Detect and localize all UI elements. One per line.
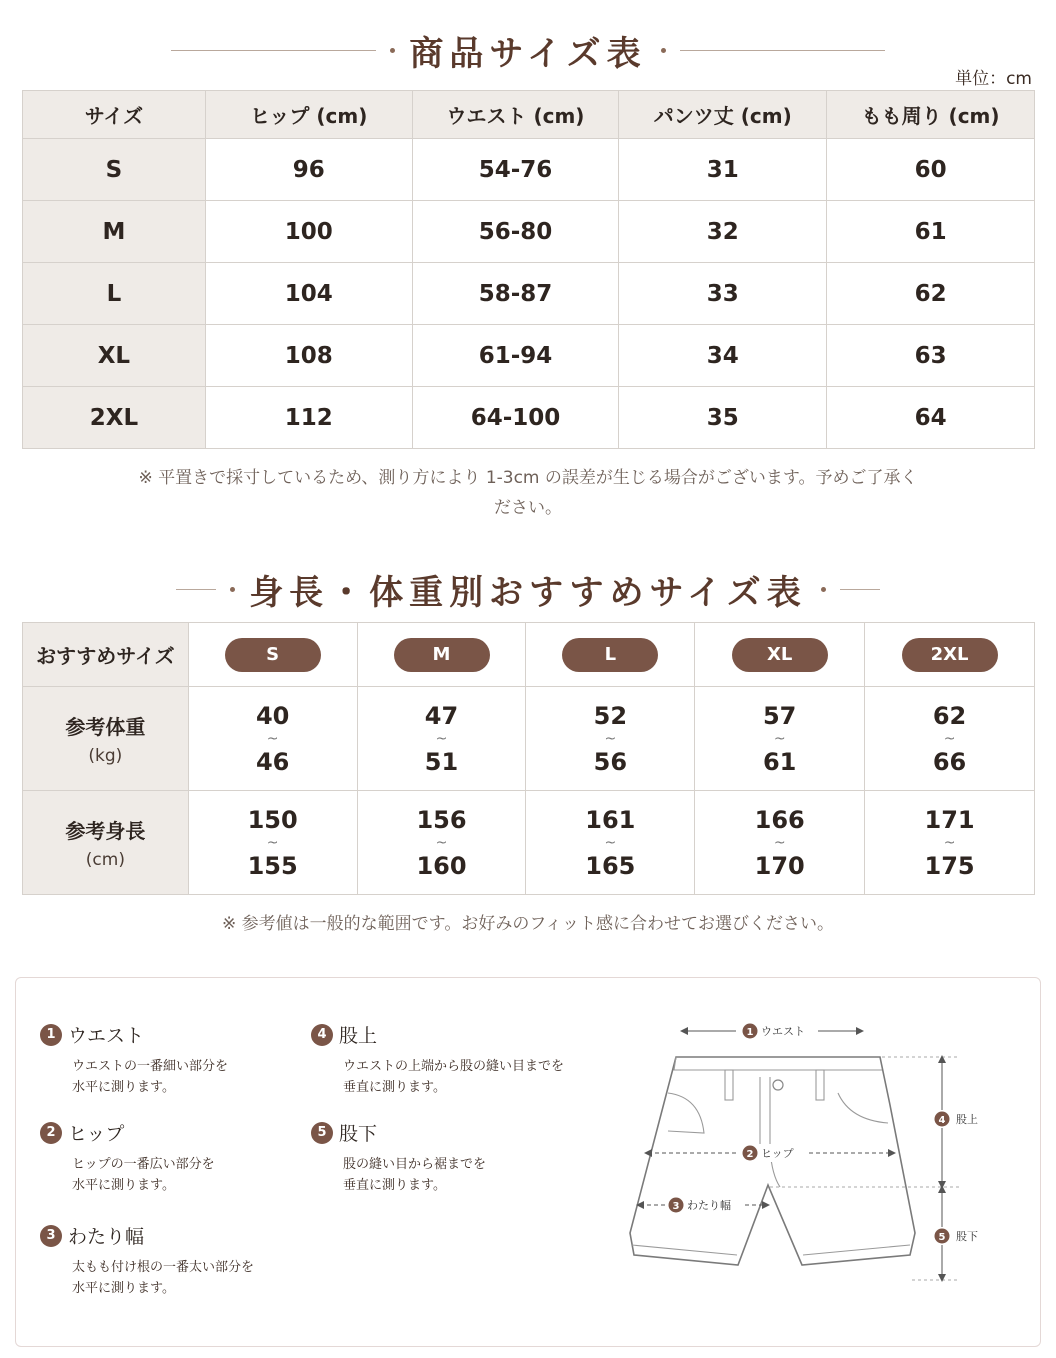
size-cell: 2XL [23,387,206,449]
weight-min: 57 [762,701,797,730]
measure-title: 股上 [339,1025,378,1047]
size-chart-note-line1: ※ 平置きで採寸しているため、測り方により 1-3cm の誤差が生じる場合がございます。予めご了承く [138,468,918,488]
hip-number: 2 [746,1149,754,1160]
waist-cell: 56-80 [412,201,619,263]
height-cell [188,791,357,895]
thigh-cell: 62 [827,263,1035,325]
length-cell: 33 [619,263,827,325]
recommend-size-row [23,623,1035,687]
recommend-table [22,622,1035,895]
weight-max: 56 [593,747,628,776]
height-min: 150 [247,805,298,834]
length-cell: 35 [619,387,827,449]
weight-max: 61 [762,747,797,776]
range-tilde: ~ [604,730,617,747]
height-row [23,791,1035,895]
weight-cell [357,687,526,791]
table-row [23,139,1035,201]
height-min: 161 [585,805,636,834]
size-pill-cell [357,623,526,687]
size-pill-cell [695,623,865,687]
length-cell: 32 [619,201,827,263]
measure-title: 股下 [339,1123,378,1145]
weight-cell [695,687,865,791]
range-tilde: ~ [266,834,279,851]
height-min: 156 [416,805,467,834]
number-badge: 4 [311,1024,333,1046]
title-dot-left [390,48,395,53]
measure-item-thigh [40,1222,254,1299]
height-max: 160 [416,851,467,880]
size-chart-note-line2: ださい。 [494,498,562,518]
range-tilde: ~ [943,730,956,747]
shorts-diagram [620,1015,1000,1290]
hip-cell: 108 [205,325,412,387]
measure-description: ウエストの一番細い部分を 水平に測ります。 [72,1059,229,1095]
unit-label: 単位：cm [955,69,1032,89]
size-badge-s: S [225,638,321,672]
measure-title: ヒップ [68,1123,125,1145]
number-badge: 2 [40,1122,62,1144]
title-dot-right [661,48,666,53]
diagram-inseam-label: 股下 [956,1230,978,1243]
table-row [23,387,1035,449]
weight-min: 47 [424,701,459,730]
size-pill-cell [188,623,357,687]
recommend-chart-title: 身長・体重別おすすめサイズ表 [249,573,807,613]
weight-cell [526,687,695,791]
weight-label: 参考体重 [65,715,146,739]
measure-title: わたり幅 [68,1226,145,1248]
title-dot-right [821,587,826,592]
hip-cell: 104 [205,263,412,325]
size-pill-cell [865,623,1035,687]
size-chart-title-row [0,26,1056,75]
diagram-hip-label: ヒップ [761,1147,794,1160]
size-cell: L [23,263,206,325]
height-cell [357,791,526,895]
height-max: 165 [585,851,636,880]
measure-item-inseam [311,1119,486,1196]
weight-max: 46 [255,747,290,776]
measure-item-waist [40,1021,228,1098]
height-cell [526,791,695,895]
waist-cell: 64-100 [412,387,619,449]
measure-description: 太もも付け根の一番太い部分を 水平に測ります。 [72,1260,255,1296]
inseam-number: 5 [938,1232,946,1243]
height-cell [695,791,865,895]
diagram-thigh-label: わたり幅 [687,1199,731,1212]
header-length: パンツ丈 (cm) [619,91,827,139]
measure-description: ウエストの上端から股の縫い目までを 垂直に測ります。 [343,1059,565,1095]
range-tilde: ~ [773,834,786,851]
weight-max: 51 [424,747,459,776]
size-badge-l: L [562,638,658,672]
size-cell: S [23,139,206,201]
thigh-cell: 64 [827,387,1035,449]
size-badge-xl: XL [732,638,828,672]
height-unit: (cm) [85,850,125,870]
weight-header [23,687,189,791]
height-min: 166 [754,805,805,834]
recommend-chart-title-row [0,565,1056,614]
size-cell: M [23,201,206,263]
recommend-size-header-label: おすすめサイズ [36,644,175,668]
size-chart-title: 商品サイズ表 [409,34,647,74]
size-pill-cell [526,623,695,687]
header-thigh: もも周り (cm) [827,91,1035,139]
number-badge: 1 [40,1024,62,1046]
height-cell [865,791,1035,895]
height-label: 参考身長 [65,819,146,843]
header-size: サイズ [23,91,206,139]
height-header [23,791,189,895]
number-badge: 3 [40,1225,62,1247]
length-cell: 34 [619,325,827,387]
thigh-cell: 60 [827,139,1035,201]
range-tilde: ~ [435,730,448,747]
size-cell: XL [23,325,206,387]
height-max: 155 [247,851,298,880]
waist-number: 1 [746,1027,754,1038]
range-tilde: ~ [604,834,617,851]
range-tilde: ~ [943,834,956,851]
title-rule-left [176,589,216,590]
thigh-cell: 63 [827,325,1035,387]
height-max: 170 [754,851,805,880]
hip-cell: 96 [205,139,412,201]
height-min: 171 [924,805,975,834]
recommend-chart-note: ※ 参考値は一般的な範囲です。お好みのフィット感に合わせてお選びください。 [222,914,834,934]
thigh-cell: 61 [827,201,1035,263]
rise-number: 4 [938,1115,946,1126]
weight-min: 40 [255,701,290,730]
weight-min: 52 [593,701,628,730]
waist-cell: 61-94 [412,325,619,387]
title-rule-left [171,50,376,51]
waist-cell: 54-76 [412,139,619,201]
height-max: 175 [924,851,975,880]
measure-title: ウエスト [68,1025,145,1047]
length-cell: 31 [619,139,827,201]
weight-cell [865,687,1035,791]
weight-row [23,687,1035,791]
size-chart-note [40,463,1016,523]
range-tilde: ~ [266,730,279,747]
measure-item-rise [311,1021,564,1098]
button-icon [773,1080,783,1090]
header-hip: ヒップ (cm) [205,91,412,139]
range-tilde: ~ [435,834,448,851]
header-waist: ウエスト (cm) [412,91,619,139]
title-rule-right [680,50,885,51]
size-table [22,90,1035,449]
measure-description: 股の縫い目から裾までを 垂直に測ります。 [343,1157,487,1193]
number-badge: 5 [311,1122,333,1144]
weight-unit: (kg) [88,746,123,766]
weight-max: 66 [932,747,967,776]
thigh-number: 3 [672,1201,680,1212]
table-row [23,201,1035,263]
measure-description: ヒップの一番広い部分を 水平に測ります。 [72,1157,215,1193]
size-badge-m: M [394,638,490,672]
size-badge-2xl: 2XL [902,638,998,672]
diagram-rise-label: 股上 [956,1113,978,1126]
weight-cell [188,687,357,791]
diagram-waist-label: ウエスト [761,1025,805,1038]
waist-cell: 58-87 [412,263,619,325]
weight-min: 62 [932,701,967,730]
recommend-size-header [23,623,189,687]
table-row [23,263,1035,325]
size-table-header-row [23,91,1035,139]
title-dot-left [230,587,235,592]
hip-cell: 100 [205,201,412,263]
measure-item-hip [40,1119,215,1196]
range-tilde: ~ [773,730,786,747]
title-rule-right [840,589,880,590]
hip-cell: 112 [205,387,412,449]
table-row [23,325,1035,387]
